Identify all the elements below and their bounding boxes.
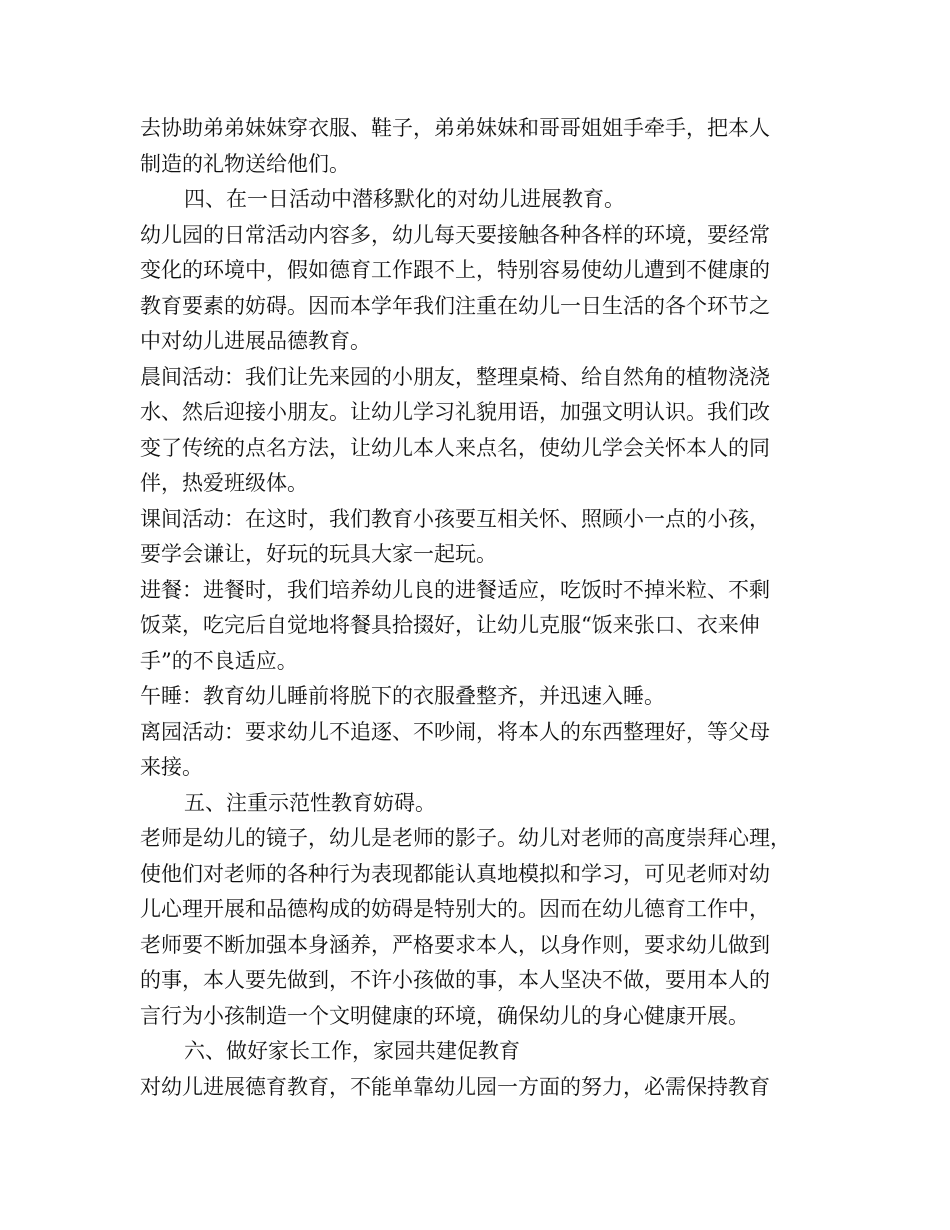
text-line: 饭菜，吃完后自觉地将餐具拾掇好，让幼儿克服“饭来张口、衣来伸 — [140, 613, 760, 637]
text-line: 的事，本人要先做到，不许小孩做的事，本人坚决不做，要用本人的 — [140, 968, 770, 992]
text-line: 老师要不断加强本身涵养，严格要求本人，以身作则，要求幼儿做到 — [140, 932, 770, 957]
document-body — [140, 111, 830, 1105]
section-heading-5: 五、注重示范性教育妨碍。 — [184, 790, 436, 815]
text-line: 水、然后迎接小朋友。让幼儿学习礼貌用语，加强文明认识。我们改 — [140, 400, 770, 424]
text-line: 变了传统的点名方法，让幼儿本人来点名，使幼儿学会关怀本人的同 — [140, 435, 770, 460]
text-line: 要学会谦让，好玩的玩具大家一起玩。 — [140, 542, 497, 566]
section-heading-4: 四、在一日活动中潜移默化的对幼儿进展教育。 — [184, 187, 625, 211]
text-line: 伴，热爱班级体。 — [140, 471, 308, 495]
text-line: 幼儿园的日常活动内容多，幼儿每天要接触各种各样的环境，要经常 — [140, 222, 770, 247]
text-line: 晨间活动：我们让先来园的小朋友，整理桌椅、给自然角的植物浇浇 — [140, 364, 770, 389]
text-line: 老师是幼儿的镜子，幼儿是老师的影子。幼儿对老师的高度崇拜心理， — [140, 826, 791, 850]
section-heading-6: 六、做好家长工作，家园共建促教育 — [184, 1039, 520, 1063]
text-line: 使他们对老师的各种行为表现都能认真地模拟和学习，可见老师对幼 — [140, 861, 770, 886]
text-line: 手”的不良适应。 — [140, 648, 298, 673]
text-line: 中对幼儿进展品德教育。 — [140, 329, 371, 353]
text-line: 午睡：教育幼儿睡前将脱下的衣服叠整齐，并迅速入睡。 — [140, 684, 665, 708]
text-line: 进餐：进餐时，我们培养幼儿良的进餐适应，吃饭时不掉米粒、不剩 — [140, 577, 770, 602]
text-line: 课间活动：在这时，我们教育小孩要互相关怀、照顾小一点的小孩， — [140, 506, 770, 531]
text-line: 教育要素的妨碍。因而本学年我们注重在幼儿一日生活的各个环节之 — [140, 293, 770, 318]
text-line: 来接。 — [140, 755, 203, 779]
text-line: 离园活动：要求幼儿不追逐、不吵闹，将本人的东西整理好，等父母 — [140, 719, 770, 744]
text-line: 对幼儿进展德育教育，不能单靠幼儿园一方面的努力，必需保持教育 — [140, 1074, 770, 1099]
text-line: 言行为小孩制造一个文明健康的环境，确保幼儿的身心健康开展。 — [140, 1003, 749, 1028]
text-line: 制造的礼物送给他们。 — [140, 151, 350, 176]
text-line: 变化的环境中，假如德育工作跟不上，特别容易使幼儿遭到不健康的 — [140, 258, 770, 282]
text-line: 去协助弟弟妹妹穿衣服、鞋子，弟弟妹妹和哥哥姐姐手牵手，把本人 — [140, 116, 770, 140]
text-line: 儿心理开展和品德构成的妨碍是特别大的。因而在幼儿德育工作中， — [140, 897, 770, 921]
